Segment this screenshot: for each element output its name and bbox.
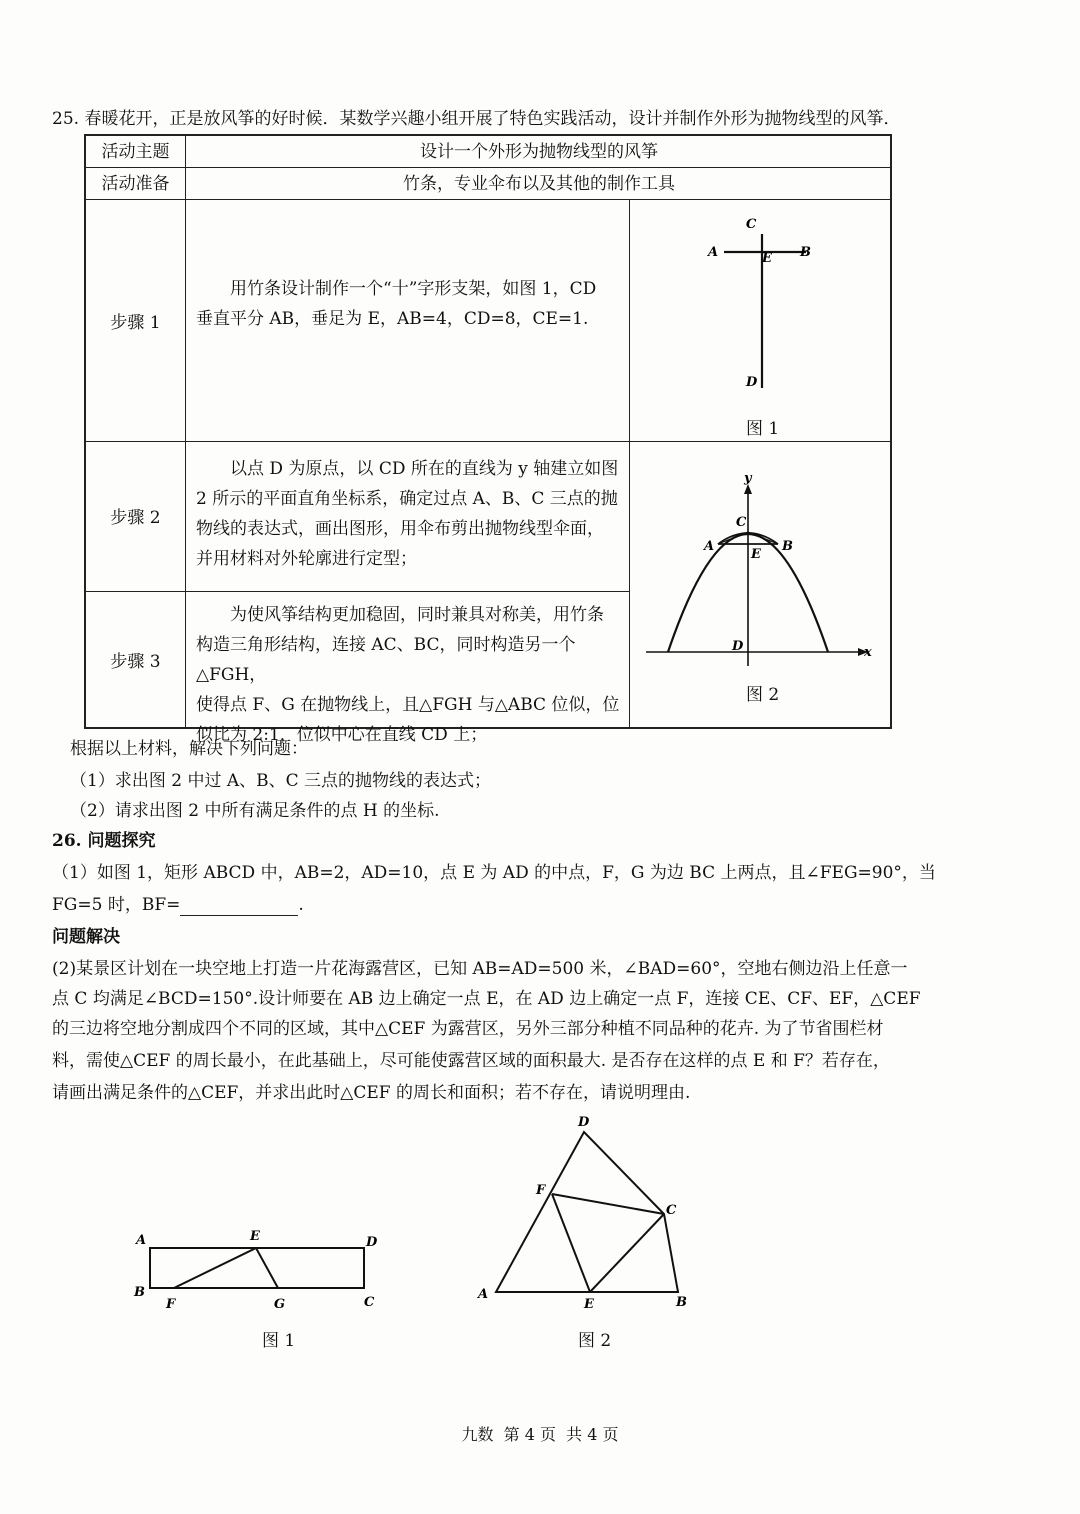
q26-p2-line2: 点 C 均满足∠BCD=150°.设计师要在 AB 边上确定一点 E，在 AD 边上确定一点 F，连接 CE、CF、EF，△CEF	[52, 989, 921, 1009]
fig1-label-b: B	[800, 245, 811, 260]
q26-p2-line3: 的三边将空地分割成四个不同的区域，其中△CEF 为露营区，另外三部分种植不同品种的花卉. 为了节省围栏材	[52, 1019, 884, 1039]
q26-heading-2: 问题解决	[52, 927, 120, 947]
step3-line-1: 为使风筝结构更加稳固，同时兼具对称美，用竹条	[230, 605, 604, 625]
q26-heading: 26. 问题探究	[52, 831, 156, 851]
step3-text	[196, 600, 626, 750]
fig2-label-a: A	[704, 539, 715, 554]
row-label-prep: 活动准备	[101, 174, 170, 194]
q26f1-label-g: G	[274, 1297, 286, 1312]
fig2-label-d: D	[732, 639, 744, 654]
q25-sub-2: （2）请求出图 2 中所有满足条件的点 H 的坐标.	[70, 801, 440, 821]
q26f2-label-f: F	[536, 1183, 546, 1198]
q26-p1-line2: FG=5 时，BF= .	[52, 895, 304, 915]
q26f2-label-a: A	[478, 1287, 489, 1302]
fig1-label-e: E	[762, 251, 772, 266]
q26f1-label-a: A	[136, 1233, 147, 1248]
q26-figure-2	[470, 1110, 700, 1310]
q25-fig2-caption: 图 2	[746, 685, 780, 705]
step3-label: 步骤 3	[110, 652, 161, 672]
step2-text	[196, 454, 626, 574]
q25-fig1-caption: 图 1	[746, 419, 780, 439]
q25-sub-1: （1）求出图 2 中过 A、B、C 三点的抛物线的表达式；	[70, 771, 492, 791]
row-content-theme: 设计一个外形为抛物线型的风筝	[420, 142, 658, 162]
step1-line-2: 垂直平分 AB，垂足为 E，AB=4，CD=8，CE=1.	[196, 309, 589, 329]
q26f1-label-e: E	[250, 1229, 260, 1244]
step1-text	[196, 274, 626, 334]
step3-line-3: 使得点 F、G 在抛物线上，且△FGH 与△ABC 位似，位	[196, 695, 620, 715]
answer-blank[interactable]	[180, 897, 298, 916]
fig2-label-b: B	[782, 539, 793, 554]
q26-fig1-caption: 图 1	[262, 1331, 296, 1351]
q26f1-label-c: C	[364, 1295, 375, 1310]
fig1-label-a: A	[708, 245, 719, 260]
step2-line-4: 并用材料对外轮廓进行定型；	[196, 549, 417, 569]
step2-label: 步骤 2	[110, 508, 161, 528]
q26f2-label-c: C	[666, 1203, 677, 1218]
q25-intro-text: 春暖花开，正是放风筝的好时候．某数学兴趣小组开展了特色实践活动，设计并制作外形为抛物线型的风筝．	[84, 109, 901, 129]
q26-p1-line2-text: FG=5 时，BF=	[52, 895, 181, 915]
page-footer: 九数 第 4 页 共 4 页	[461, 1425, 619, 1444]
q26f2-label-d: D	[578, 1115, 590, 1130]
q26-p2-line4: 料，需使△CEF 的周长最小，在此基础上，尽可能使露营区域的面积最大. 是否存在这样的点 E 和 F？若存在，	[52, 1051, 890, 1071]
step3-line-4: 似比为 2:1，位似中心在直线 CD 上；	[196, 725, 488, 745]
q25-after: 根据以上材料，解决下列问题：	[70, 739, 308, 759]
q26-p2-line5: 请画出满足条件的△CEF，并求出此时△CEF 的周长和面积；若不存在，请说明理由.	[52, 1083, 691, 1103]
q26f2-label-e: E	[584, 1297, 594, 1312]
step2-line-2: 2 所示的平面直角坐标系，确定过点 A、B、C 三点的抛	[196, 489, 618, 509]
fig1-label-d: D	[746, 375, 758, 390]
step3-line-2: 构造三角形结构，连接 AC、BC，同时构造另一个△FGH，	[196, 635, 576, 685]
fig2-label-e: E	[751, 547, 761, 562]
q25-intro	[52, 108, 900, 130]
fig1-label-c: C	[746, 217, 757, 232]
q25-number: 25.	[52, 109, 80, 129]
q25-figure-1	[628, 200, 890, 436]
step1-line-1: 用竹条设计制作一个“十”字形支架，如图 1，CD	[230, 279, 597, 299]
step2-line-3: 物线的表达式，画出图形，用伞布剪出抛物线型伞面，	[196, 519, 604, 539]
row-content-prep: 竹条，专业伞布以及其他的制作工具	[403, 174, 675, 194]
q26f1-label-f: F	[166, 1297, 176, 1312]
q26-figure-1	[128, 1224, 388, 1314]
fig2-label-y: y	[744, 471, 752, 486]
fig2-label-c: C	[736, 515, 747, 530]
step1-label: 步骤 1	[110, 313, 161, 333]
row-label-theme: 活动主题	[101, 142, 170, 162]
q26-p1-line1: （1）如图 1，矩形 ABCD 中，AB=2，AD=10，点 E 为 AD 的中点，F，G 为边 BC 上两点，且∠FEG=90°，当	[52, 863, 936, 883]
q26-fig2-caption: 图 2	[578, 1331, 612, 1351]
q26f1-label-b: B	[134, 1285, 145, 1300]
q26f1-label-d: D	[366, 1235, 378, 1250]
q26f2-label-b: B	[676, 1295, 687, 1310]
q26-p2-line1: (2)某景区计划在一块空地上打造一片花海露营区，已知 AB=AD=500 米，∠BAD=60°，空地右侧边沿上任意一	[52, 959, 908, 979]
q25-figure-2	[628, 470, 890, 680]
fig2-label-x: x	[864, 645, 872, 660]
step2-line-1: 以点 D 为原点，以 CD 所在的直线为 y 轴建立如图	[230, 459, 619, 479]
